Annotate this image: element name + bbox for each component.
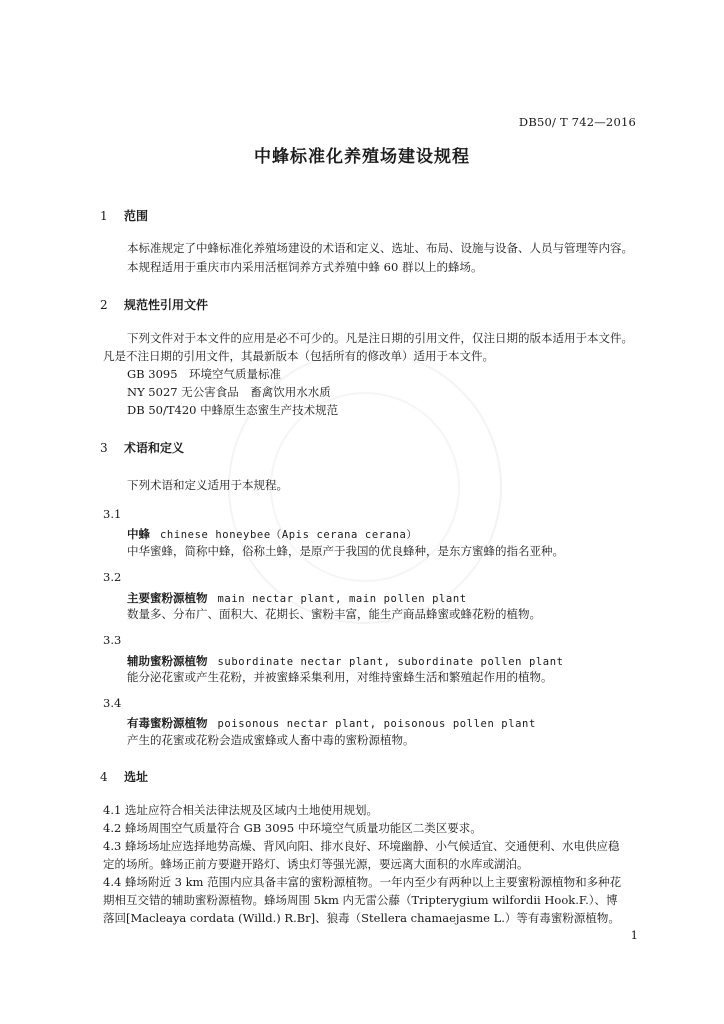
term-number: 3.3	[103, 633, 122, 647]
clause-line: 落回[Macleaya cordata (Willd.) R.Br]、狼毒（Stellera chamaejasme L.）等有毒蜜粉源植物。	[103, 911, 620, 925]
term-chinese: 中蜂	[127, 527, 150, 541]
section-number: 3	[100, 441, 108, 455]
document-title: 中蜂标准化养殖场建设规程	[254, 147, 470, 167]
reference-item: DB 50/T420 中蜂原生态蜜生产技术规范	[127, 403, 339, 417]
term-chinese: 辅助蜜粉源植物	[127, 654, 208, 668]
term-entry	[127, 653, 564, 669]
paragraph: 凡是不注日期的引用文件，其最新版本（包括所有的修改单）适用于本文件。	[103, 349, 494, 363]
term-english: subordinate nectar plant, subordinate pollen plant	[217, 656, 564, 668]
term-english: poisonous nectar plant, poisonous pollen plant	[217, 718, 536, 730]
page-number: 1	[630, 928, 638, 942]
section-3-heading	[100, 439, 184, 456]
reference-item: NY 5027 无公害食品 畜禽饮用水水质	[127, 385, 331, 399]
clause-line: 定的场所。蜂场正前方要避开路灯、诱虫灯等强光源，要远离大面积的水库或湖泊。	[103, 857, 529, 871]
section-number: 4	[100, 770, 108, 784]
section-1-heading	[100, 207, 148, 224]
paragraph: 本标准规定了中蜂标准化养殖场建设的术语和定义、选址、布局、设施与设备、人员与管理等内容。	[127, 241, 633, 255]
paragraph: 本规程适用于重庆市内采用活框饲养方式养殖中蜂 60 群以上的蜂场。	[127, 260, 483, 274]
term-english: chinese honeybee（Apis cerana cerana）	[160, 529, 418, 541]
term-definition: 产生的花蜜或花粉会造成蜜蜂或人畜中毒的蜜粉源植物。	[127, 733, 415, 747]
section-title: 术语和定义	[124, 441, 185, 455]
standard-code: DB50/ T 742—2016	[518, 115, 636, 129]
term-number: 3.4	[103, 696, 122, 710]
section-2-heading	[100, 296, 208, 313]
term-definition: 中华蜜蜂，简称中蜂，俗称土蜂，是原产于我国的优良蜂种，是东方蜜蜂的指名亚种。	[127, 544, 564, 558]
paragraph: 下列术语和定义适用于本规程。	[127, 478, 288, 492]
clause-line: 4.1 选址应符合相关法律法规及区域内土地使用规划。	[103, 803, 378, 817]
term-chinese: 有毒蜜粉源植物	[127, 716, 208, 730]
section-number: 2	[100, 298, 108, 312]
term-english: main nectar plant, main pollen plant	[217, 593, 467, 605]
clause-line: 期相互交错的辅助蜜粉源植物。蜂场周围 5km 内无雷公藤（Tripterygium wilfordii Hook.F.）、博	[103, 893, 618, 907]
term-chinese: 主要蜜粉源植物	[127, 591, 208, 605]
term-entry	[127, 715, 536, 731]
term-definition: 数量多、分布广、面积大、花期长、蜜粉丰富，能生产商品蜂蜜或蜂花粉的植物。	[127, 607, 541, 621]
term-entry	[127, 590, 467, 606]
term-number: 3.1	[103, 507, 122, 521]
section-number: 1	[100, 209, 108, 223]
clause-line: 4.2 蜂场周围空气质量符合 GB 3095 中环境空气质量功能区二类区要求。	[103, 821, 482, 835]
section-title: 规范性引用文件	[124, 298, 209, 312]
section-title: 选址	[124, 770, 149, 784]
reference-item: GB 3095 环境空气质量标准	[127, 367, 282, 381]
term-entry	[127, 526, 418, 542]
clause-line: 4.3 蜂场场址应选择地势高燥、背风向阳、排水良好、环境幽静、小气候适宜、交通便利、水电供应稳	[103, 839, 620, 853]
clause-line: 4.4 蜂场附近 3 km 范围内应具备丰富的蜜粉源植物。一年内至少有两种以上主要蜜粉源植物和多种花	[103, 875, 622, 889]
term-definition: 能分泌花蜜或产生花粉，并被蜜蜂采集利用，对维持蜜蜂生活和繁殖起作用的植物。	[127, 670, 553, 684]
paragraph: 下列文件对于本文件的应用是必不可少的。凡是注日期的引用文件，仅注日期的版本适用于本文件。	[127, 331, 633, 345]
section-title: 范围	[124, 209, 149, 223]
section-4-heading	[100, 768, 148, 785]
term-number: 3.2	[103, 570, 122, 584]
